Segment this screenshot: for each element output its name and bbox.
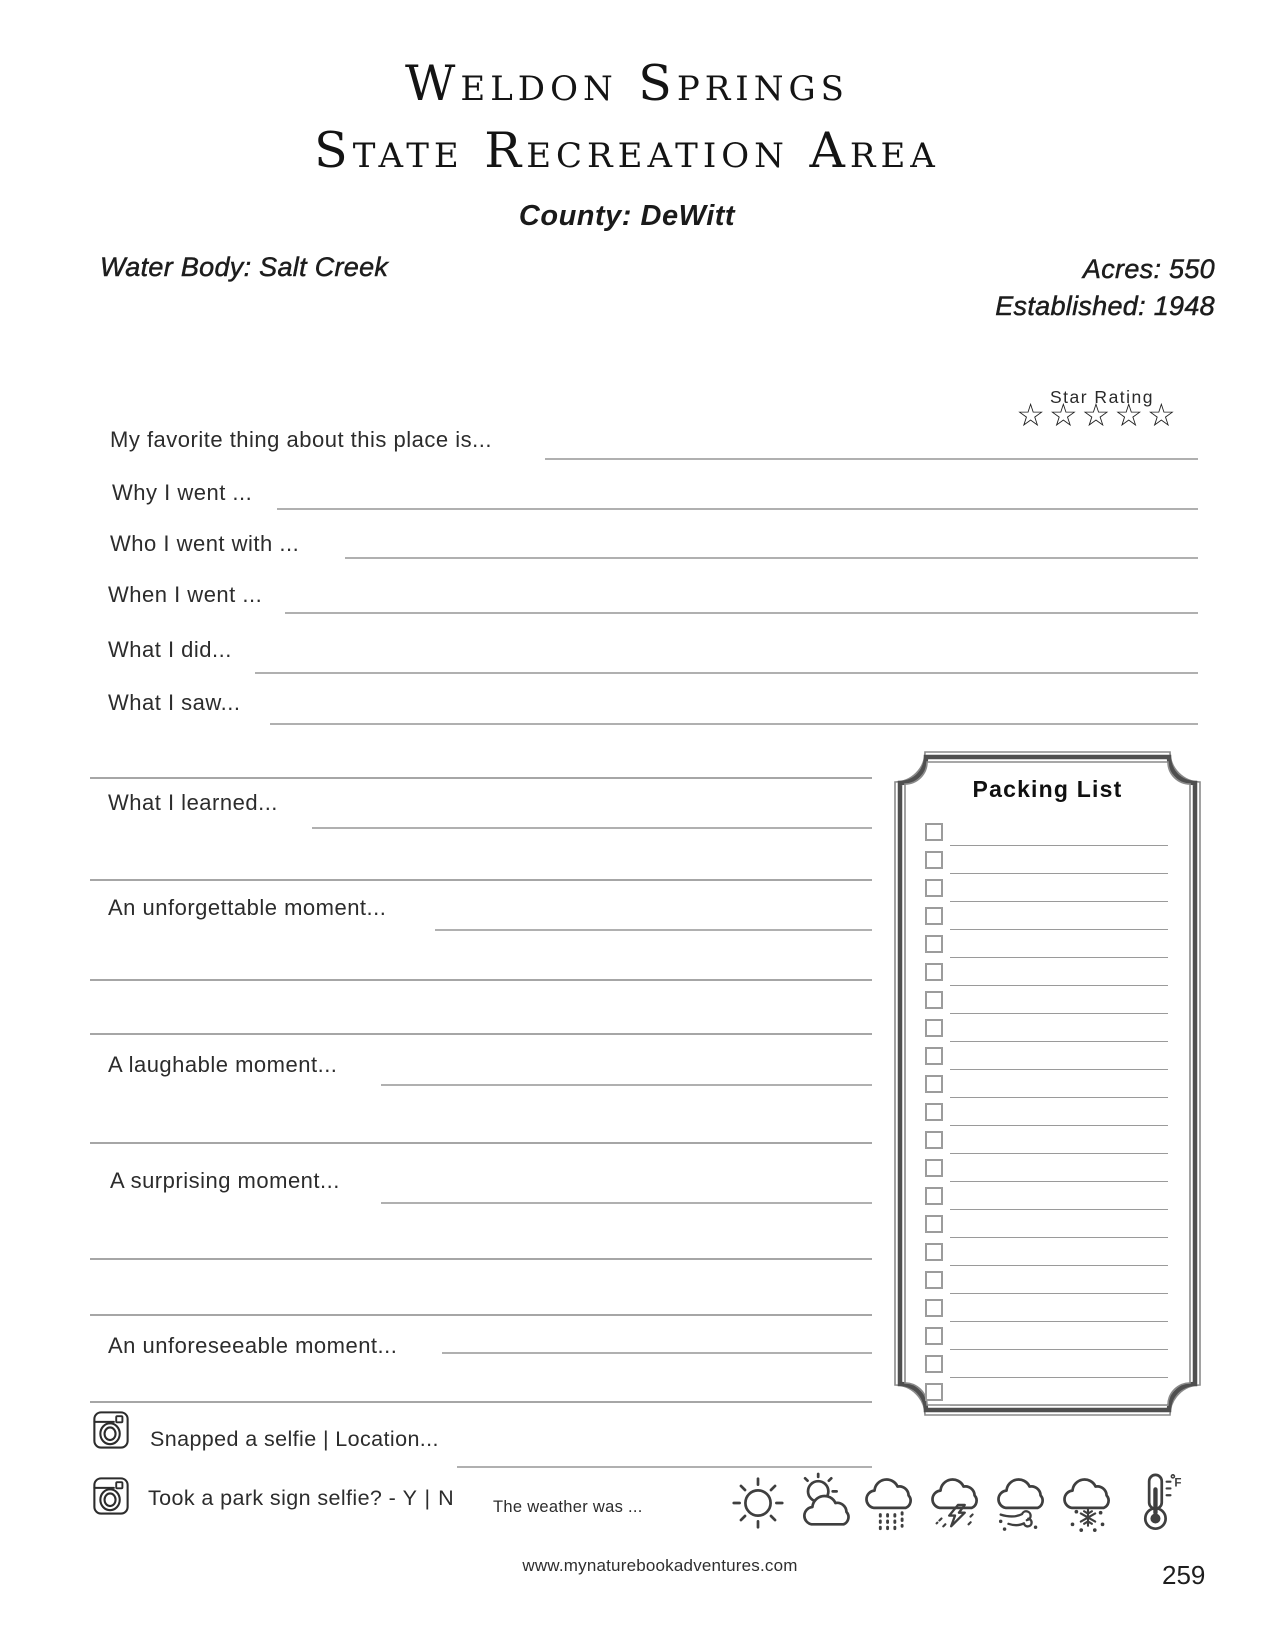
packing-checkbox[interactable] [925,1327,943,1345]
packing-row [925,1212,1170,1240]
packing-row [925,848,1170,876]
packing-row [925,1380,1170,1408]
packing-row [925,932,1170,960]
packing-write-line[interactable] [950,929,1168,931]
packing-checkbox[interactable] [925,823,943,841]
packing-row [925,1072,1170,1100]
packing-write-line[interactable] [950,1041,1168,1043]
packing-write-line[interactable] [950,1153,1168,1155]
acres-label: Acres: 550 [1082,254,1215,284]
page-subtitle: State Recreation Area [314,122,940,179]
prompt-surprising: A surprising moment... [110,1168,340,1193]
weather-partly-cloudy-icon[interactable] [793,1470,855,1536]
prompt-saw: What I saw... [108,690,241,715]
county-label: County: DeWitt [518,200,736,232]
packing-checkbox[interactable] [925,1299,943,1317]
prompt-laughable: A laughable moment... [108,1052,338,1077]
packing-write-line[interactable] [950,957,1168,959]
yes-no-choice[interactable]: Y | N [402,1486,455,1510]
weather-options [727,1470,1185,1536]
packing-checkbox[interactable] [925,1019,943,1037]
water-body-label: Water Body: Salt Creek [100,252,389,282]
packing-checkbox[interactable] [925,1271,943,1289]
packing-checkbox[interactable] [925,1187,943,1205]
packing-write-line[interactable] [950,1069,1168,1071]
packing-row [925,1156,1170,1184]
packing-write-line[interactable] [950,1125,1168,1127]
website-footer: www.mynaturebookadventures.com [522,1556,798,1575]
packing-checkbox[interactable] [925,1131,943,1149]
write-line-why[interactable] [277,508,1198,510]
svg-text:F: F [1174,1476,1182,1490]
packing-row [925,820,1170,848]
write-line-who[interactable] [345,557,1198,559]
prompt-learned: What I learned... [108,790,278,815]
prompt-favorite: My favorite thing about this place is... [110,427,492,452]
packing-row [925,1100,1170,1128]
packing-row [925,1184,1170,1212]
star-icon[interactable]: ☆ [1016,396,1049,434]
packing-row [925,876,1170,904]
prompt-unforgettable: An unforgettable moment... [108,895,387,920]
packing-write-line[interactable] [950,1349,1168,1351]
packing-row [925,960,1170,988]
packing-checkbox[interactable] [925,935,943,953]
packing-checkbox[interactable] [925,907,943,925]
write-line-favorite[interactable] [545,458,1198,460]
write-line-surprising[interactable] [381,1202,872,1204]
write-line-blank[interactable] [90,979,872,981]
packing-write-line[interactable] [950,901,1168,903]
packing-list [925,820,1170,1408]
packing-write-line[interactable] [950,1405,1168,1407]
packing-checkbox[interactable] [925,963,943,981]
packing-write-line[interactable] [950,845,1168,847]
camera-icon [92,1472,130,1518]
packing-write-line[interactable] [950,1013,1168,1015]
star-rating-label: Star Rating [1049,387,1155,407]
packing-checkbox[interactable] [925,991,943,1009]
write-line-blank[interactable] [90,1401,872,1403]
weather-label: The weather was ... [493,1498,643,1516]
packing-write-line[interactable] [950,1377,1168,1379]
prompt-when: When I went ... [108,582,263,607]
snapped-selfie-label: Snapped a selfie | Location... [150,1427,439,1451]
packing-write-line[interactable] [950,1321,1168,1323]
write-line-learned[interactable] [312,827,872,829]
packing-checkbox[interactable] [925,1383,943,1401]
page-number: 259 [1162,1560,1206,1590]
packing-row [925,1240,1170,1268]
packing-row [925,1324,1170,1352]
camera-icon [92,1406,130,1452]
packing-write-line[interactable] [950,1293,1168,1295]
packing-checkbox[interactable] [925,1243,943,1261]
packing-checkbox[interactable] [925,1215,943,1233]
packing-checkbox[interactable] [925,851,943,869]
write-line-when[interactable] [285,612,1198,614]
packing-row [925,1016,1170,1044]
star-icon[interactable]: ☆ [1081,396,1115,434]
write-line-blank[interactable] [90,1033,872,1035]
write-line-selfie-location[interactable] [457,1466,872,1468]
star-icon[interactable]: ☆ [1114,396,1148,434]
page-title: Weldon Springs [405,55,849,112]
star-icon[interactable]: ☆ [1147,396,1180,434]
packing-list-title: Packing List [972,776,1123,802]
park-sign-question: Took a park sign selfie? - [148,1486,397,1510]
weather-windy-icon[interactable] [991,1470,1053,1536]
packing-row [925,904,1170,932]
weather-rainy-icon[interactable] [859,1470,921,1536]
write-line-saw[interactable] [270,723,1198,725]
write-line-blank[interactable] [90,879,872,881]
packing-write-line[interactable] [950,1265,1168,1267]
packing-write-line[interactable] [950,985,1168,987]
write-line-blank[interactable] [90,777,872,779]
packing-checkbox[interactable] [925,1103,943,1121]
weather-temperature-icon[interactable] [1123,1470,1185,1536]
packing-row [925,1296,1170,1324]
write-line-laughable[interactable] [381,1084,872,1086]
packing-write-line[interactable] [950,1097,1168,1099]
packing-row [925,1128,1170,1156]
packing-checkbox[interactable] [925,1159,943,1177]
prompt-why: Why I went ... [112,480,253,505]
write-line-did[interactable] [255,672,1198,674]
weather-sunny-icon[interactable] [727,1470,789,1536]
write-line-unforeseeable[interactable] [442,1352,872,1354]
weather-snowy-icon[interactable] [1057,1470,1119,1536]
park-sign-selfie-label [148,1486,455,1511]
prompt-who: Who I went with ... [110,531,300,556]
write-line-blank[interactable] [90,1258,872,1260]
packing-checkbox[interactable] [925,1047,943,1065]
packing-checkbox[interactable] [925,1355,943,1373]
write-line-unforgettable[interactable] [435,929,872,931]
write-line-blank[interactable] [90,1142,872,1144]
prompt-did: What I did... [108,637,232,662]
prompt-unforeseeable: An unforeseeable moment... [108,1333,398,1358]
weather-stormy-icon[interactable] [925,1470,987,1536]
write-line-blank[interactable] [90,1314,872,1316]
packing-row [925,1268,1170,1296]
star-icon[interactable]: ☆ [1048,396,1082,434]
packing-write-line[interactable] [950,1181,1168,1183]
packing-checkbox[interactable] [925,1075,943,1093]
packing-row [925,1352,1170,1380]
packing-row [925,1044,1170,1072]
packing-write-line[interactable] [950,1209,1168,1211]
packing-row [925,988,1170,1016]
packing-checkbox[interactable] [925,879,943,897]
established-label: Established: 1948 [995,291,1215,321]
packing-write-line[interactable] [950,873,1168,875]
packing-write-line[interactable] [950,1237,1168,1239]
